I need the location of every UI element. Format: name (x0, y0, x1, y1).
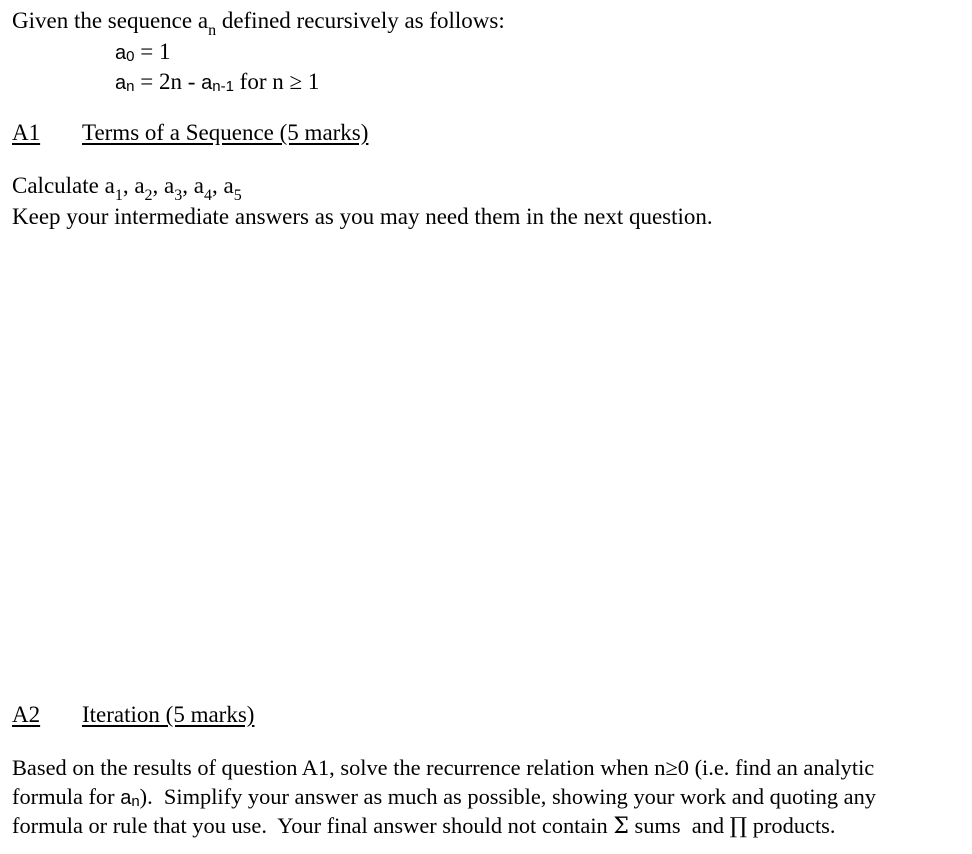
base-rest: = 1 (134, 39, 171, 64)
term-var: a (104, 173, 115, 198)
calc-term-5 (223, 173, 242, 204)
calc-term-3 (164, 173, 194, 204)
a1-note: Keep your intermediate answers as you may need them in the next question. (12, 204, 713, 229)
a2-line2-var: a (120, 787, 132, 809)
term-var: a (164, 173, 175, 198)
a2-line2-after: ). Simplify your answer as much as possible, showing your work and quoting any (139, 784, 876, 809)
section-a2-number: A2 (12, 702, 41, 727)
calc-label: Calculate (12, 173, 105, 198)
rec-var: a (115, 72, 127, 94)
a2-line2-before: formula for (12, 784, 121, 809)
base-sub: 0 (126, 48, 135, 65)
term-var: a (193, 173, 204, 198)
section-a1-number: A1 (12, 120, 41, 145)
calc-term-4 (193, 173, 224, 204)
intro-line (12, 8, 505, 39)
rec-sub2: n-1 (212, 78, 234, 95)
product-symbol-icon: ∏ (729, 814, 748, 839)
section-a2-heading (12, 703, 254, 726)
term-sep: , (182, 173, 194, 198)
rec-eq: = 2n - (134, 69, 202, 94)
term-sep: , (152, 173, 165, 198)
definition-recurrence (115, 70, 319, 93)
calc-term-1 (104, 173, 135, 204)
term-sub: 1 (114, 187, 123, 204)
section-a1-heading (12, 121, 368, 144)
sum-symbol-icon: Σ (613, 814, 629, 839)
a2-line2-sub: n (131, 793, 140, 810)
a2-line-1: Based on the results of question A1, solve the recurrence relation when n≥0 (i.e. find an analytic (12, 755, 875, 780)
rec-var2: a (201, 72, 213, 94)
rec-sub: n (126, 78, 135, 95)
definition-base (115, 40, 170, 63)
rec-rest: for n ≥ 1 (233, 69, 320, 94)
a2-line-3 (12, 815, 836, 838)
a1-calculate-line (12, 173, 242, 204)
a2-line-2 (12, 786, 876, 808)
section-a2-title: Iteration (5 marks) (82, 702, 255, 727)
term-sub: 2 (144, 187, 153, 204)
a2-line3-after: products. (747, 813, 836, 838)
term-sep: , (211, 173, 224, 198)
calc-term-2 (134, 173, 165, 204)
term-var: a (134, 173, 145, 198)
term-var: a (223, 173, 234, 198)
term-sub: 3 (174, 187, 183, 204)
term-sub: 4 (203, 187, 212, 204)
section-a1-title: Terms of a Sequence (5 marks) (82, 120, 369, 145)
intro-subscript-n: n (208, 22, 217, 39)
a2-line3-before: formula or rule that you use. Your final answer should not contain (12, 813, 614, 838)
base-var: a (115, 42, 127, 64)
a2-line3-mid: sums and (628, 813, 730, 838)
intro-text-after: defined recursively as follows: (216, 8, 505, 33)
intro-text-before: Given the sequence a (12, 8, 209, 33)
term-sub: 5 (233, 187, 242, 204)
term-sep: , (122, 173, 135, 198)
